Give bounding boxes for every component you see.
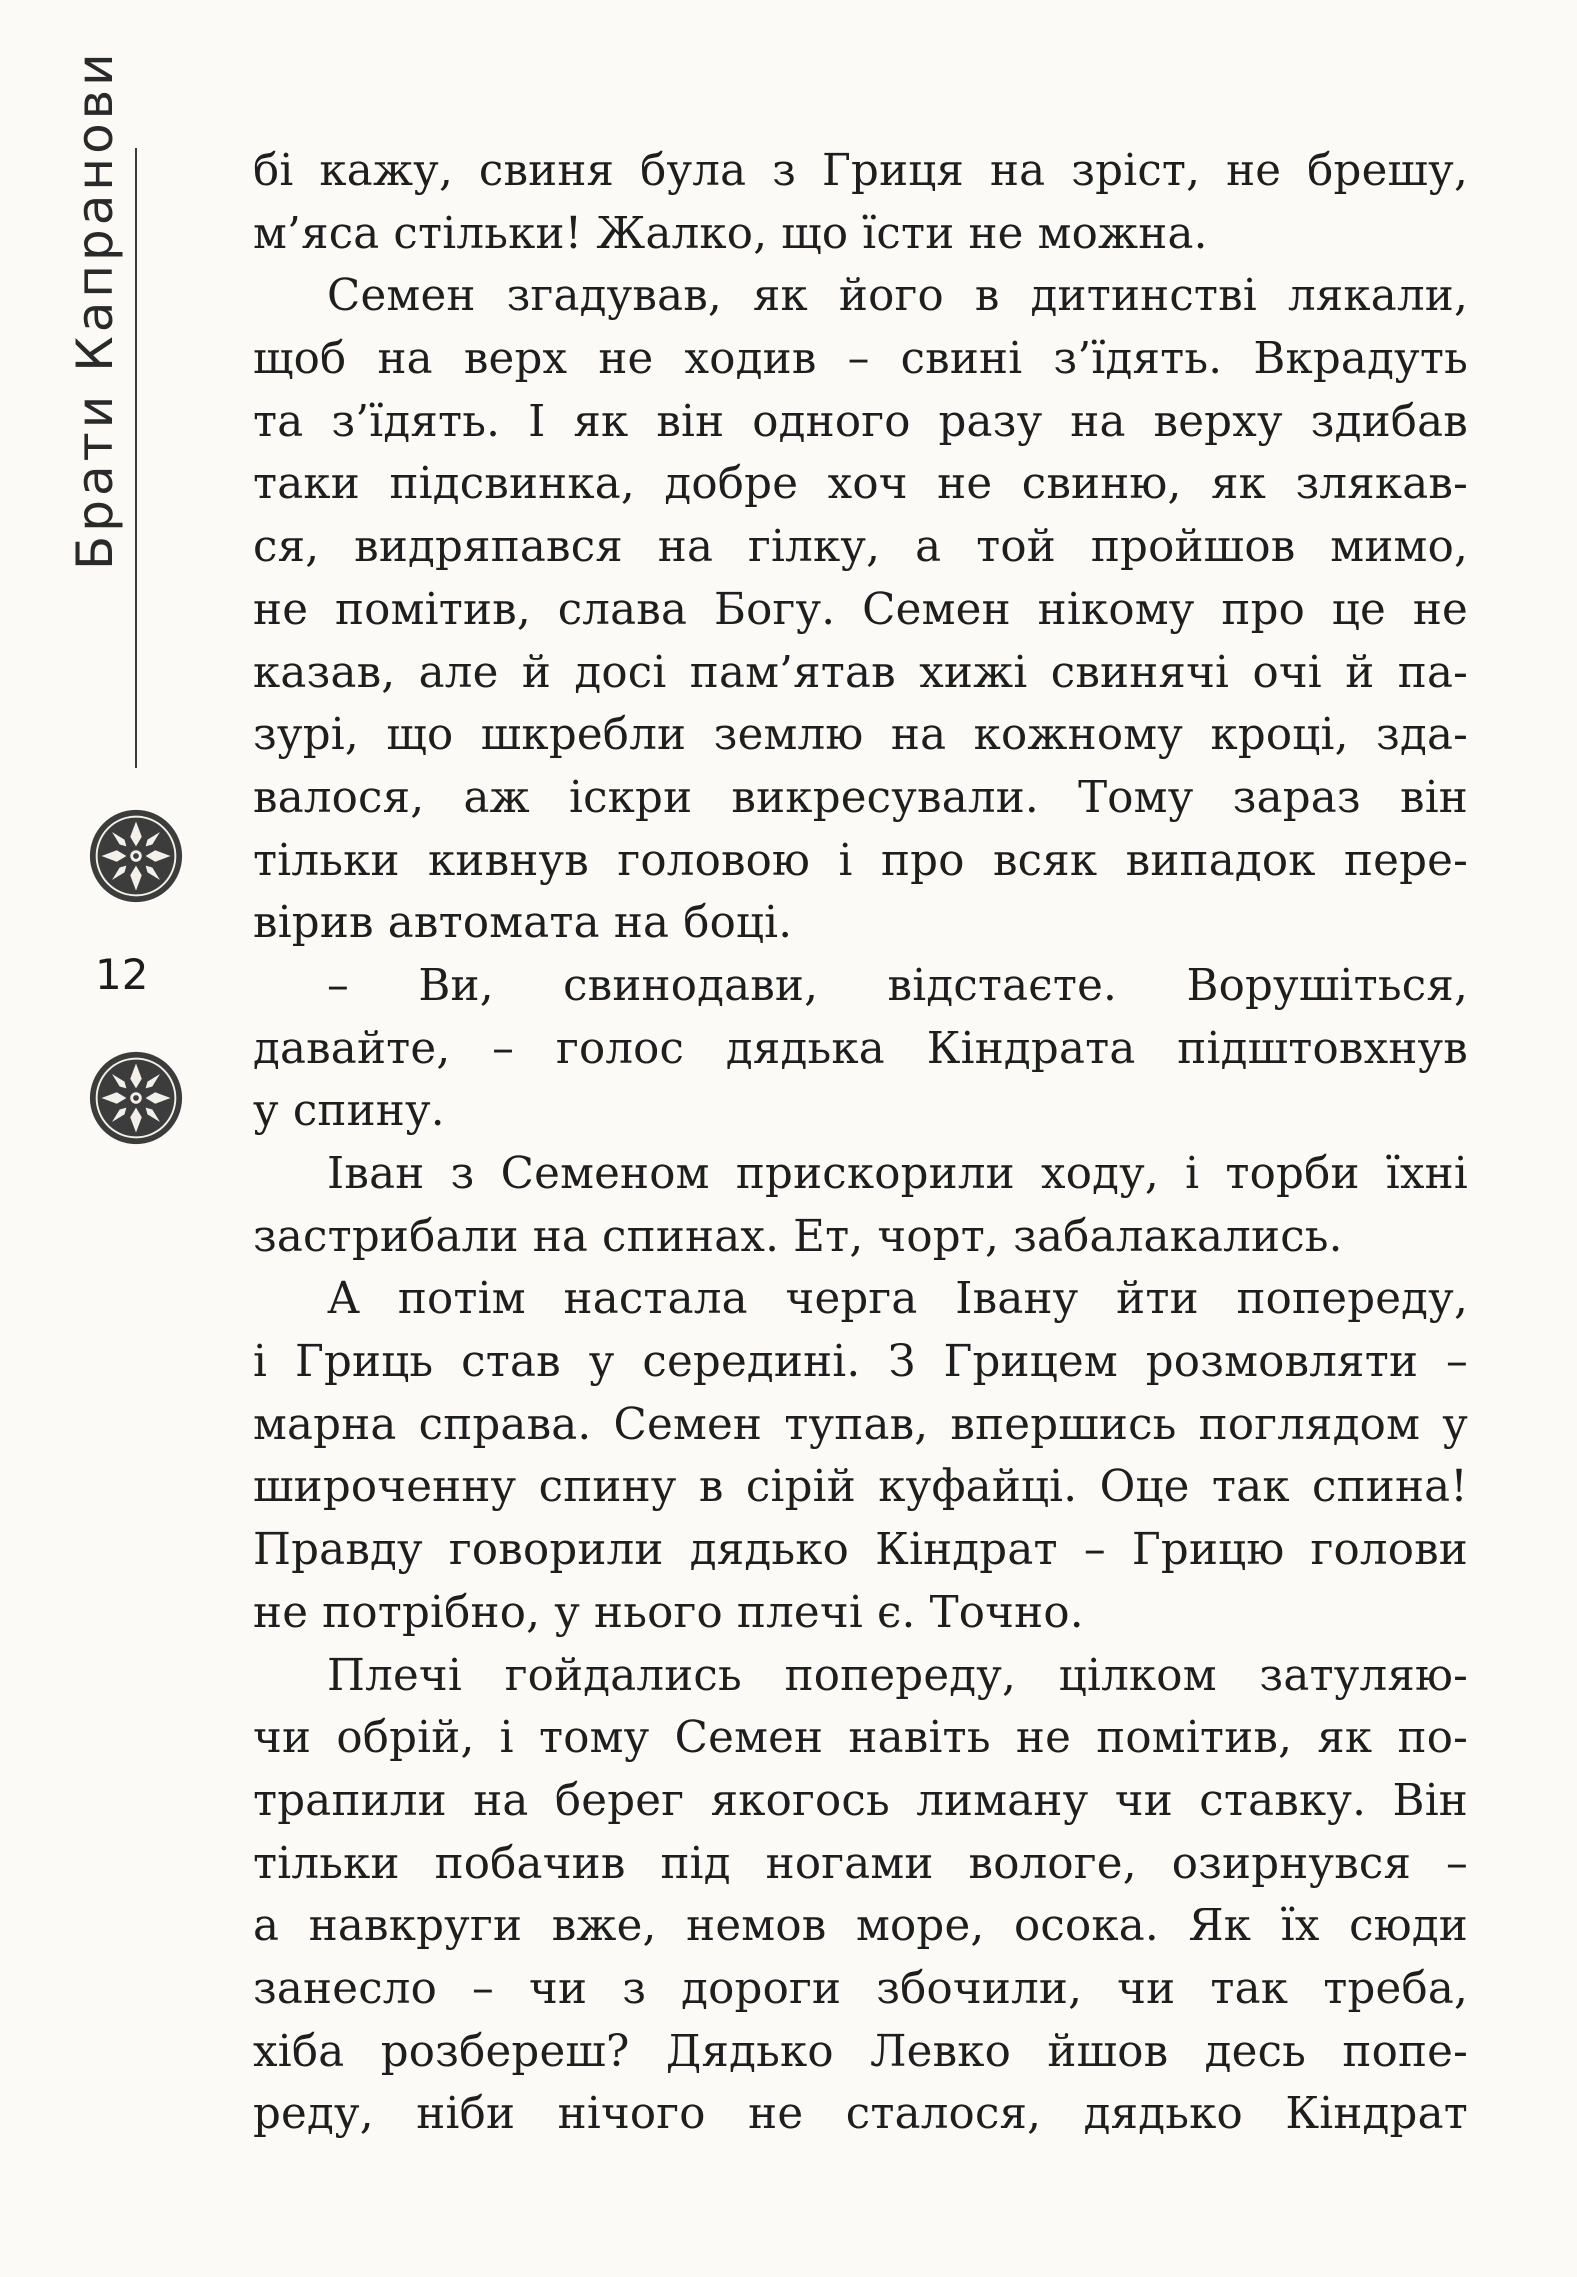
text-line: – Ви, свинодави, відстаєте. Ворушіться, [327,960,1468,1011]
text-line: не потрібно, у нього плечі є. Точно. [253,1587,1084,1638]
text-line: та з’їдять. І як він одного разу на верху здибав [253,396,1468,447]
text-line: Семен згадував, як його в дитинстві лякали, [327,271,1468,322]
text-line: занесло – чи з дороги збочили, чи так треба, [253,1963,1468,2014]
text-line: давайте, – голос дядька Кіндрата підштовхнув [253,1023,1468,1074]
text-line: вірив автомата на боці. [253,898,793,949]
ornament-icon [88,1050,184,1146]
text-line: А потім настала черга Івану йти попереду, [327,1274,1468,1325]
text-line: і Гриць став у середині. З Грицем розмовляти – [253,1337,1468,1388]
text-line: чи обрій, і тому Семен навіть не помітив, як по- [253,1713,1468,1764]
running-header-title: Брати Капранови [66,49,124,570]
text-line: Іван з Семеном прискорили ходу, і торби їхні [327,1149,1468,1199]
running-header [60,49,140,760]
text-line: бі кажу, свиня була з Гриця на зріст, не брешу, [253,146,1468,196]
header-rule [135,148,137,768]
text-line: трапили на берег якогось лиману чи ставку. Він [253,1775,1468,1826]
text-line: тільки кивнув головою і про всяк випадок пере- [253,835,1468,886]
text-line: Правду говорили дядько Кіндрат – Грицю голови [253,1525,1468,1576]
text-line: широченну спину в сірій куфайці. Оце так спина! [253,1462,1468,1513]
text-line: а навкруги вже, немов море, осока. Як їх сюди [253,1901,1468,1952]
text-line: казав, але й досі пам’ятав хижі свинячі очі й па- [253,647,1468,698]
text-line: зурі, що шкребли землю на кожному кроці, зда- [253,710,1468,761]
body-text [253,140,1468,2146]
text-line: м’яса стільки! Жалко, що їсти не можна. [253,208,1208,259]
text-line: валося, аж іскри викресували. Тому зараз він [253,772,1468,823]
text-line: хіба розбереш? Дядько Левко йшов десь попе- [253,2026,1468,2077]
text-line: марна справа. Семен тупав, впершись поглядом у [253,1399,1468,1450]
text-line: не помітив, слава Богу. Семен нікому про це не [253,584,1468,635]
text-line: тільки побачив під ногами вологе, озирнувся – [253,1838,1468,1889]
text-line: таки підсвинка, добре хоч не свиню, як злякав- [253,459,1468,510]
text-line: Плечі гойдались попереду, цілком затуляю- [327,1650,1468,1701]
text-line: реду, ніби нічого не сталося, дядько Кіндрат [253,2089,1468,2140]
text-line: ся, видряпався на гілку, а той пройшов мимо, [253,522,1468,573]
text-line: у спину. [253,1086,445,1137]
ornament-icon [88,808,184,904]
page-number: 12 [95,950,149,999]
text-line: щоб на верх не ходив – свині з’їдять. Вкрадуть [253,334,1468,385]
text-line: застрибали на спинах. Ет, чорт, забалакались. [253,1211,1343,1262]
